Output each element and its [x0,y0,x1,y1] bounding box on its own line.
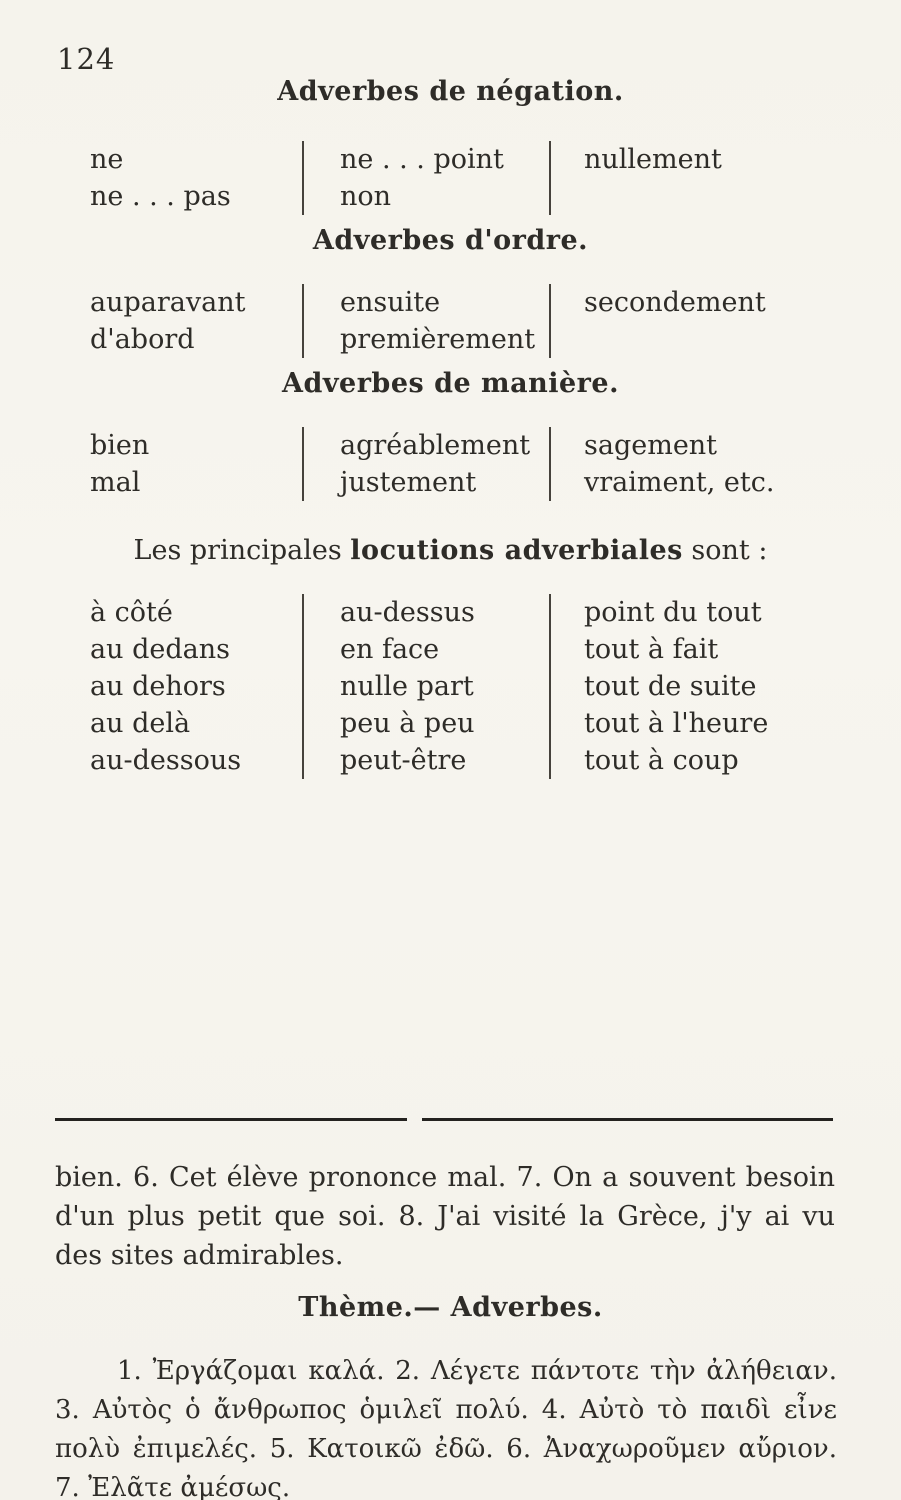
theme-heading: Thème.— Adverbes. [298,1292,603,1323]
table-cell: mal [90,467,141,498]
adverb-table-ordre [90,280,804,368]
locutions-intro [0,535,901,566]
table-cell: au-dessous [90,745,242,776]
table-column [302,141,551,215]
table-cell: au delà [90,708,191,739]
greek-exercise-paragraph: 1. Ἐργάζομαι καλά. 2. Λέγετε πάντοτε τὴν ἀλήθειαν. 3. Αὐτὸς ὁ ἄνθρωπος ὁμιλεῖ πολύ. 4. Αὐτὸ τὸ παιδὶ εἶνε πολὺ ἐπιμελές. 5. Κατοικῶ ἐδῶ. 6. Ἀναχωροῦμεν αὔριον. 7. Ἐλᾶτε ἀμέσως. [55,1356,837,1500]
table-column [551,284,804,358]
section-heading-ordre: Adverbes d'ordre. [312,225,589,256]
page-number: 124 [57,42,116,76]
locutions-intro-bold: locutions adverbiales [350,535,683,566]
adverb-table-negation [90,137,804,225]
table-cell: tout à l'heure [584,708,769,739]
section-heading-maniere: Adverbes de manière. [282,368,619,399]
table-column [551,427,804,501]
table-cell: peu à peu [340,708,475,739]
table-column [551,141,804,215]
table-cell: à côté [90,597,173,628]
table-column [90,427,302,501]
table-column [302,427,551,501]
table-cell: nullement [584,144,722,175]
table-cell: au dedans [90,634,230,665]
table-cell: tout à coup [584,745,739,776]
table-column [302,284,551,358]
table-cell: sagement [584,430,718,461]
table-cell: peut-être [340,745,467,776]
table-cell: justement [340,467,477,498]
table-cell: tout de suite [584,671,757,702]
table-cell: au-dessus [340,597,475,628]
table-cell: premièrement [340,324,536,355]
table-cell: non [340,181,392,212]
table-cell: d'abord [90,324,195,355]
adverb-table-locutions [90,590,804,789]
table-cell: tout à fait [584,634,719,665]
table-cell: point du tout [584,597,762,628]
exercise-paragraph: bien. 6. Cet élève prononce mal. 7. On a souvent besoin d'un plus petit que soi. 8. J'ai visité la Grèce, j'y ai vu des sites admirables. [55,1162,835,1271]
table-cell: ne . . . pas [90,181,231,212]
table-cell: bien [90,430,150,461]
table-cell: ne . . . point [340,144,504,175]
table-column [551,594,804,779]
table-column [90,284,302,358]
divider-right-segment [422,1118,833,1121]
table-column [90,594,302,779]
divider-left-segment [55,1118,407,1121]
table-cell: auparavant [90,287,246,318]
locutions-intro-suffix: sont : [682,535,768,566]
section-divider [55,1118,833,1121]
table-cell: agréablement [340,430,531,461]
table-cell: ensuite [340,287,441,318]
adverb-table-maniere [90,423,804,511]
section-heading-negation: Adverbes de négation. [277,76,624,107]
table-column [302,594,551,779]
table-cell: vraiment, etc. [584,467,775,498]
table-cell: nulle part [340,671,474,702]
table-column [90,141,302,215]
table-cell: en face [340,634,440,665]
locutions-intro-prefix: Les principales [133,535,351,566]
table-cell: au dehors [90,671,226,702]
table-cell: ne [90,144,124,175]
table-cell: secondement [584,287,766,318]
